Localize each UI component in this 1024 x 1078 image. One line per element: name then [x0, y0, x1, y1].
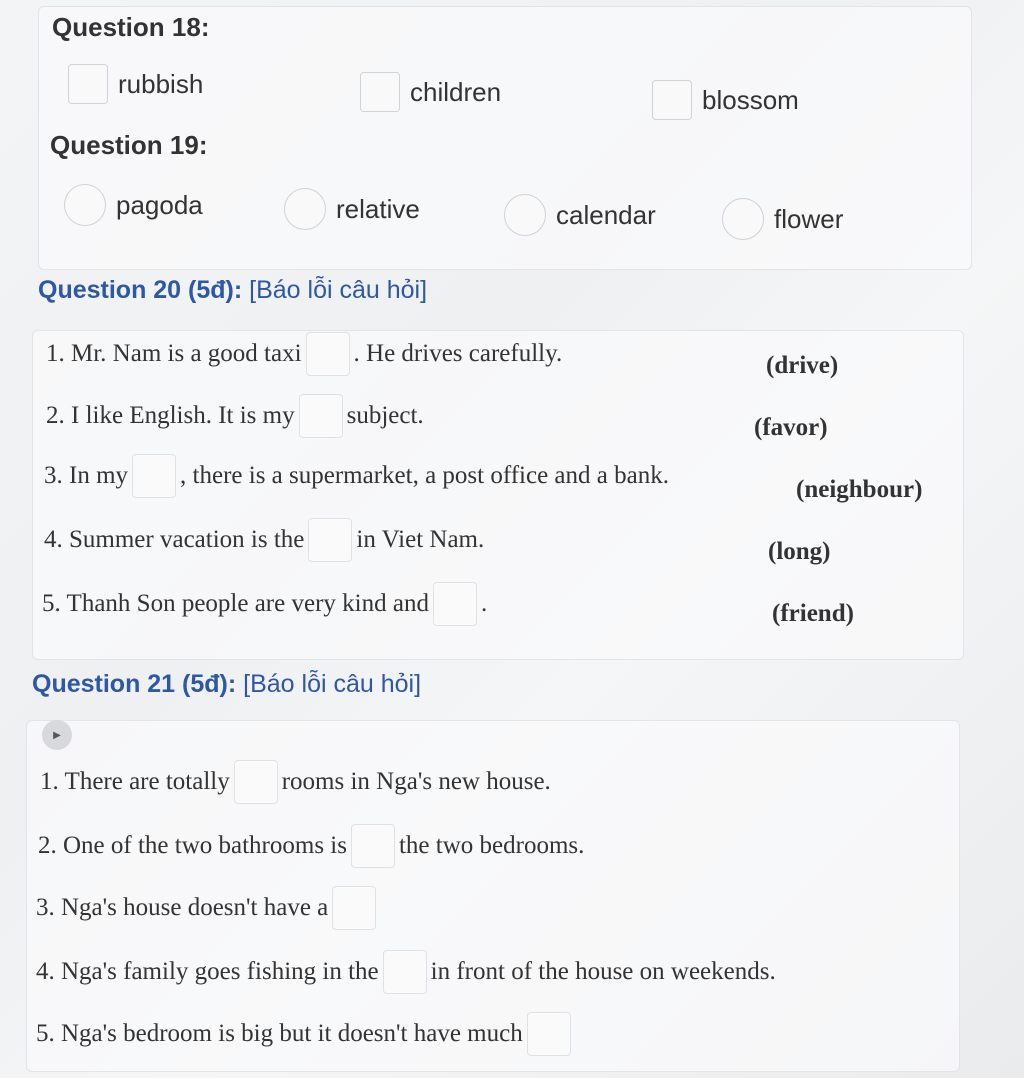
item-text: . He drives carefully. — [353, 340, 563, 367]
option-label: calendar — [556, 199, 656, 230]
word-hint: (drive) — [766, 352, 839, 379]
q20-item-2 — [46, 394, 424, 438]
q21-item-3 — [36, 886, 380, 930]
report-error-link[interactable]: [Báo lỗi câu hỏi] — [249, 276, 428, 304]
option-label: flower — [774, 203, 844, 234]
option-label: relative — [336, 193, 420, 224]
play-icon[interactable]: ▶ — [53, 729, 61, 741]
answer-input[interactable] — [132, 454, 176, 498]
q18-option-children[interactable] — [360, 72, 501, 112]
word-hint: (friend) — [772, 600, 854, 627]
answer-input[interactable] — [433, 582, 477, 626]
q21-item-1 — [40, 760, 551, 804]
question-19-title: Question 19: — [50, 130, 208, 160]
radio-button[interactable] — [284, 188, 326, 230]
question-21-heading — [32, 670, 421, 699]
item-text: 3. In my — [44, 462, 129, 489]
item-text: the two bedrooms. — [398, 832, 585, 859]
question-20-title: Question 20 (5đ): — [38, 276, 243, 304]
q20-item-4 — [44, 518, 484, 562]
q20-item-5 — [42, 582, 487, 626]
item-text: 4. Summer vacation is the — [44, 526, 305, 553]
word-hint: (neighbour) — [796, 476, 923, 503]
answer-input[interactable] — [351, 824, 395, 868]
word-hint: (favor) — [754, 414, 828, 441]
q19-option-relative[interactable] — [284, 188, 420, 230]
question-20-heading — [38, 276, 427, 305]
option-label: children — [410, 76, 502, 107]
answer-input[interactable] — [306, 332, 350, 376]
item-text: 1. There are totally — [40, 768, 230, 795]
option-label: pagoda — [116, 189, 203, 220]
item-text: 2. One of the two bathrooms is — [38, 832, 347, 859]
answer-input[interactable] — [383, 950, 427, 994]
q21-item-2 — [38, 824, 584, 868]
item-text: subject. — [346, 402, 424, 429]
q20-item-3 — [44, 454, 669, 498]
checkbox[interactable] — [652, 80, 692, 120]
answer-input[interactable] — [308, 518, 352, 562]
radio-button[interactable] — [64, 184, 106, 226]
option-label: rubbish — [118, 68, 204, 99]
question-21-title: Question 21 (5đ): — [32, 670, 237, 698]
item-text: 2. I like English. It is my — [46, 402, 295, 429]
question-18-title: Question 18: — [52, 12, 210, 42]
item-text: , there is a supermarket, a post office and a bank. — [180, 462, 669, 489]
radio-button[interactable] — [504, 194, 546, 236]
q21-item-4 — [36, 950, 776, 994]
item-text: rooms in Nga's new house. — [281, 768, 551, 795]
item-text: in front of the house on weekends. — [430, 958, 776, 985]
answer-input[interactable] — [299, 394, 343, 438]
audio-play-button[interactable] — [42, 720, 72, 750]
item-text: 5. Thanh Son people are very kind and — [42, 590, 429, 617]
q21-item-5 — [36, 1012, 575, 1056]
option-label: blossom — [702, 84, 799, 115]
answer-input[interactable] — [527, 1012, 571, 1056]
checkbox[interactable] — [360, 72, 400, 112]
answer-input[interactable] — [234, 760, 278, 804]
item-text: 5. Nga's bedroom is big but it doesn't have much — [36, 1020, 523, 1047]
q20-item-1 — [46, 332, 562, 376]
q18-option-rubbish[interactable] — [68, 64, 203, 104]
item-text: . — [480, 590, 488, 617]
q18-option-blossom[interactable] — [652, 80, 799, 120]
q19-option-pagoda[interactable] — [64, 184, 203, 226]
answer-input[interactable] — [332, 886, 376, 930]
item-text: in Viet Nam. — [356, 526, 485, 553]
q19-option-flower[interactable] — [722, 198, 843, 240]
checkbox[interactable] — [68, 64, 108, 104]
report-error-link[interactable]: [Báo lỗi câu hỏi] — [243, 670, 422, 698]
item-text: 1. Mr. Nam is a good taxi — [46, 340, 302, 367]
item-text: 4. Nga's family goes fishing in the — [36, 958, 379, 985]
radio-button[interactable] — [722, 198, 764, 240]
q19-option-calendar[interactable] — [504, 194, 656, 236]
word-hint: (long) — [768, 538, 831, 565]
item-text: 3. Nga's house doesn't have a — [36, 894, 329, 921]
